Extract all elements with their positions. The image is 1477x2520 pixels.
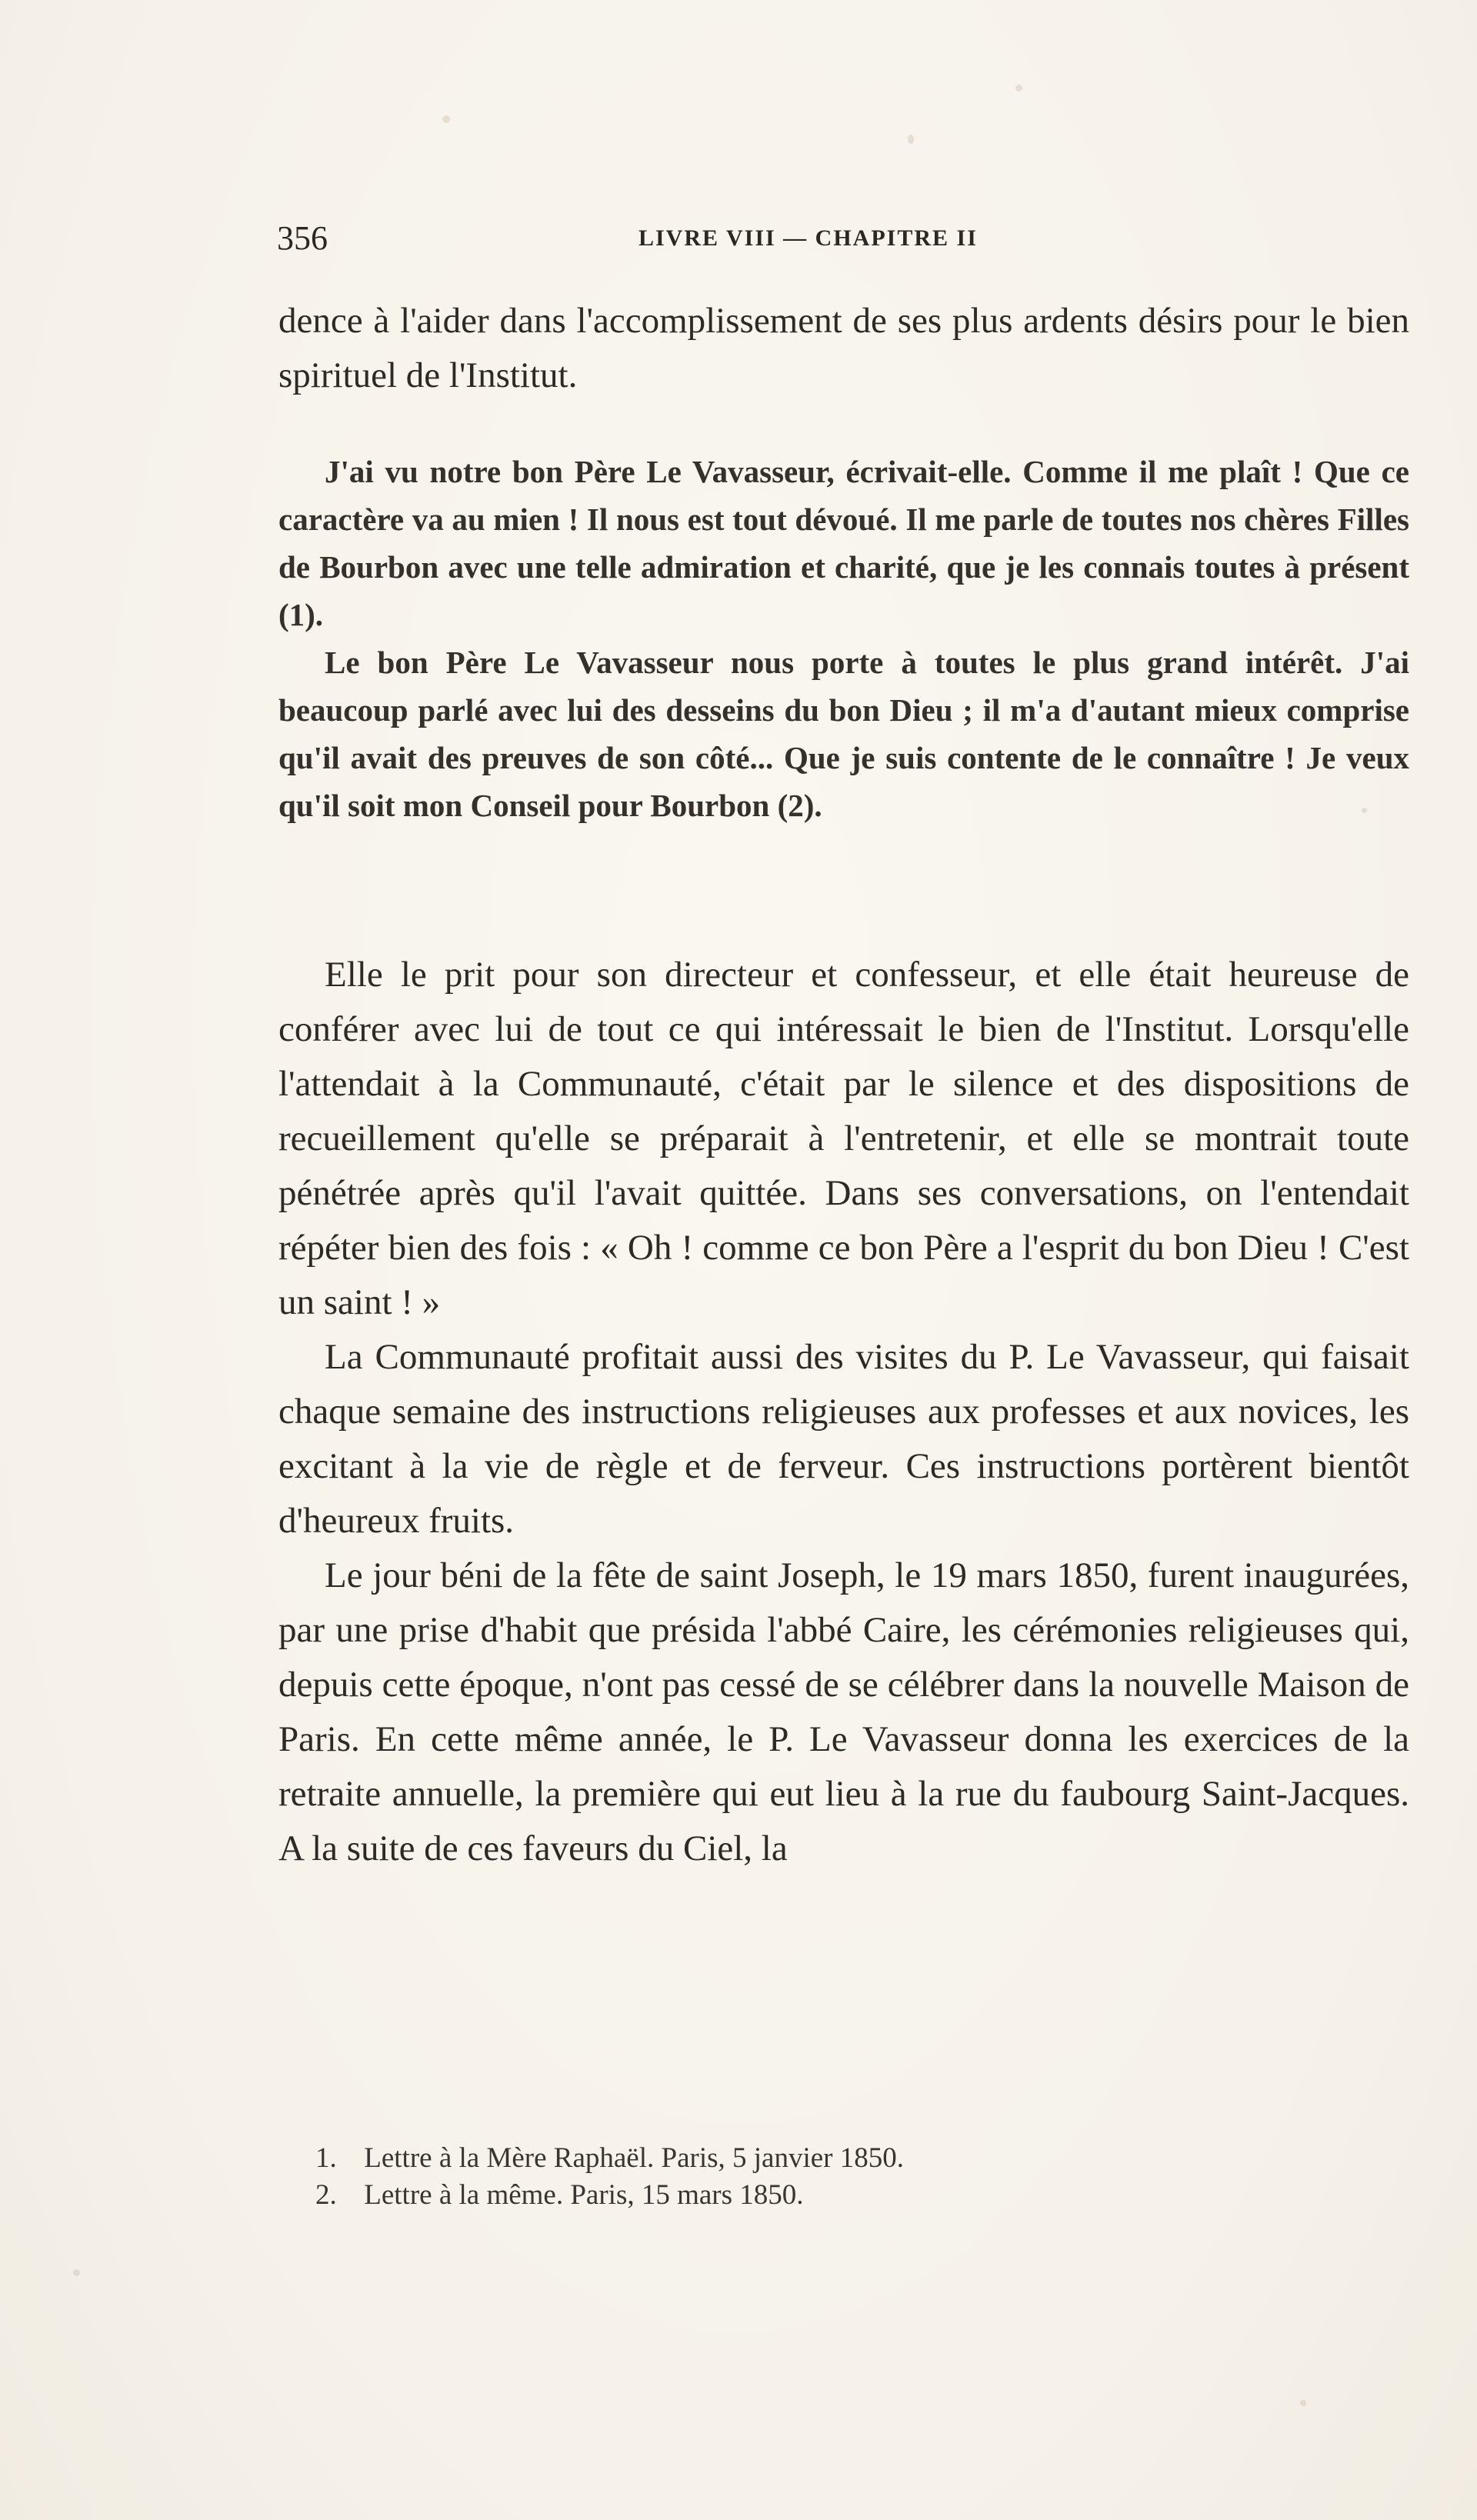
quoted-letter — [278, 448, 1409, 829]
paragraph: La Communauté profitait aussi des visites du P. Le Vavasseur, qui faisait chaque semaine des instructions religieuses aux professes et aux novices, les excitant à la vie de règle et de ferveur. Ces instructions portèrent bientôt d'heureux fruits. — [278, 1337, 1409, 1541]
footnote-text: Lettre à la Mère Raphaël. Paris, 5 janvier 1850. — [364, 2142, 904, 2174]
paragraph: Elle le prit pour son directeur et confesseur, et elle était heureuse de conférer avec lui de tout ce qui intéressait le bien de l'Institut. Lorsqu'elle l'attendait à la Communauté, c'était par le silence et des dispositions de recueillement qu'elle se préparait à l'entretenir, et elle se montrait toute pénétrée après qu'il l'avait quittée. Dans ses conversations, on l'entendait répéter bien des fois : « Oh ! comme ce bon Père a l'esprit du bon Dieu ! C'est un saint ! » — [278, 955, 1409, 1322]
footnote-number: 2. — [315, 2179, 337, 2211]
paragraph: Le jour béni de la fête de saint Joseph, le 19 mars 1850, furent inaugurées, par une prise d'habit que présida l'abbé Caire, les cérémonies religieuses qui, depuis cette époque, n'ont pas cessé de se célébrer dans la nouvelle Maison de Paris. En cette même année, le P. Le Vavasseur donna les exercices de la retraite annuelle, la première qui eut lieu à la rue du faubourg Saint-Jacques. A la suite de ces faveurs du Ciel, la — [278, 1555, 1409, 1868]
footnote — [315, 2177, 1239, 2214]
quote-paragraph: Le bon Père Le Vavasseur nous porte à toutes le plus grand intérêt. J'ai beaucoup parlé avec lui des desseins du bon Dieu ; il m'a d'autant mieux comprise qu'il avait des preuves de son côté... Que je suis contente de le connaître ! Je veux qu'il soit mon Conseil pour Bourbon (2). — [278, 645, 1409, 823]
footnote — [315, 2140, 1239, 2177]
paragraph: dence à l'aider dans l'accomplissement de ses plus ardents désirs pour le bien spirituel de l'Institut. — [278, 301, 1409, 395]
quote-paragraph: J'ai vu notre bon Père Le Vavasseur, écrivait-elle. Comme il me plaît ! Que ce caractère va au mien ! Il nous est tout dévoué. Il me parle de toutes nos chères Filles de Bourbon avec une telle admiration et charité, que je les connais toutes à présent (1). — [278, 454, 1409, 632]
page-number: 356 — [277, 219, 328, 257]
paper-speck — [73, 2269, 80, 2276]
paper-speck — [908, 135, 914, 144]
body-text — [278, 948, 1409, 1876]
paper-speck — [1300, 2400, 1306, 2406]
running-header — [277, 208, 1415, 269]
footnotes — [315, 2140, 1239, 2214]
footnote-text: Lettre à la même. Paris, 15 mars 1850. — [364, 2179, 804, 2211]
continuation-paragraph — [278, 294, 1409, 403]
paper-speck — [1015, 85, 1022, 92]
running-title: LIVRE VIII — CHAPITRE II — [638, 225, 978, 251]
paper-speck — [442, 115, 450, 123]
footnote-number: 1. — [315, 2142, 337, 2174]
